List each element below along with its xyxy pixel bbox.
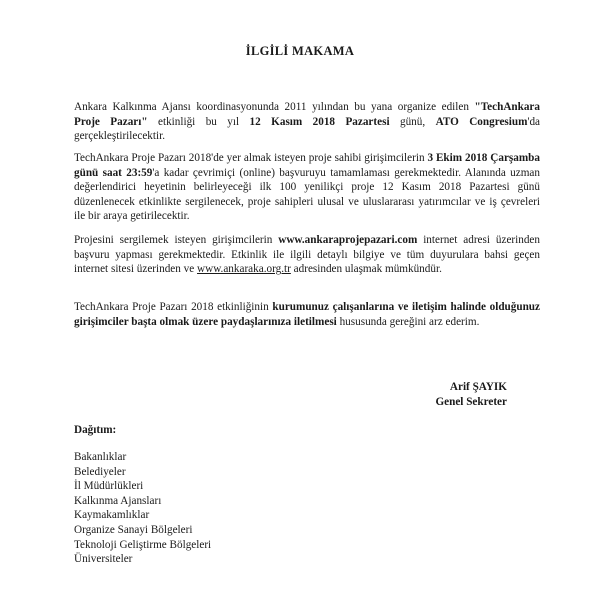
list-item: Kaymakamlıklar [74, 509, 150, 522]
text: 'da gerçekleştirilecektir. [74, 115, 541, 143]
text: adresinden ulaşmak mümkündür. [290, 263, 442, 276]
list-item: Teknoloji Geliştirme Bölgeleri [74, 538, 212, 551]
text: Ankara Kalkınma Ajansı koordinasyonunda 2011 yılından bu yana organize edilen [74, 101, 475, 113]
distribution-heading: Dağıtım: [74, 424, 117, 436]
signatory-title: Genel Sekreter [435, 396, 507, 408]
text: 'a kadar çevrimiçi (online) başvuruyu tamamlaması gerekmektedir. Alanında uzman değerlendirici heyetinin belirleyeceği ilk 100 yenilikçi proje 12 Kasım 2018 Pazartesi günü düzenlenecek etkinlikte sergilenecek, proje sahipleri ulusal ve uluslararası yatırımcılar ve iş çevreleri ile bir araya getirilecektir. [74, 166, 540, 223]
event-venue: ATO Congresium [435, 115, 528, 128]
paragraph-event-intro [74, 100, 540, 144]
list-item: Üniversiteler [74, 553, 133, 566]
paragraph-application-deadline [74, 151, 540, 224]
distribution-list [74, 450, 211, 567]
request-emphasis: kurumunuz çalışanlarına ve iletişim halinde olduğunuz girişimciler başta olmak üzere paydaşlarınıza iletilmesi [74, 301, 540, 328]
list-item: Bakanlıklar [74, 451, 127, 463]
text: TechAnkara Proje Pazarı 2018 etkinliğinin [74, 301, 273, 313]
paragraph-application-web [74, 233, 540, 277]
list-item: Kalkınma Ajansları [74, 494, 162, 507]
text: hususunda gereğini arz ederim. [336, 315, 480, 328]
text: etkinliği bu yıl [147, 115, 250, 128]
list-item: Belediyeler [74, 465, 126, 478]
text: günü, [389, 115, 436, 128]
text: internet adresi üzerinden başvuru yapması gerekmektedir. Etkinlik ile ilgili detaylı bilgiye ve tüm duyurulara bahsi geçen internet sitesi üzerinden ve [74, 234, 540, 276]
project-market-link[interactable]: www.ankaraprojepazari.com [278, 234, 418, 246]
event-date: 12 Kasım 2018 Pazartesi [249, 115, 390, 128]
list-item: Organize Sanayi Bölgeleri [74, 523, 193, 536]
signatory-name: Arif ŞAYIK [449, 381, 507, 393]
deadline-date: 3 Ekim 2018 Çarşamba günü saat 23:59 [74, 152, 540, 179]
letter-title: İLGİLİ MAKAMA [245, 44, 355, 58]
event-name: "TechAnkara Proje Pazarı" [74, 101, 540, 128]
agency-website-link[interactable]: www.ankaraka.org.tr [197, 263, 291, 276]
list-item: İl Müdürlükleri [74, 480, 144, 493]
text: Projesini sergilemek isteyen girişimcilerin [74, 234, 279, 246]
paragraph-request [74, 300, 540, 329]
text: TechAnkara Proje Pazarı 2018'de yer almak isteyen proje sahibi girişimcilerin [74, 152, 428, 164]
